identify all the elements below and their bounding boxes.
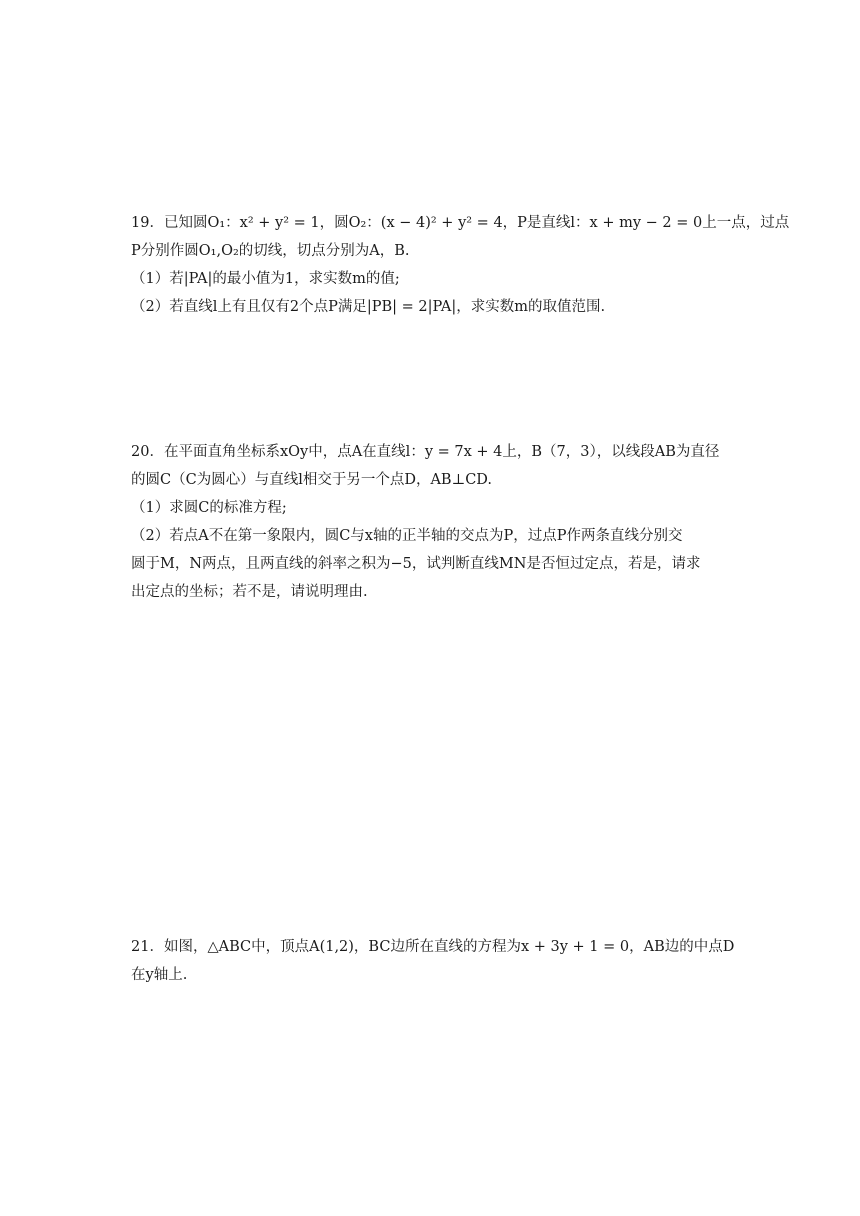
problem-line: 19．已知圆O₁：x² + y² = 1，圆O₂：(x − 4)² + y² = 4，P是直线l：x + my − 2 = 0上一点，过点 (131, 215, 790, 231)
problem-line: （1）求圆C的标准方程; (131, 500, 287, 516)
problem-19 (131, 209, 790, 321)
problem-line: 21．如图，△ABC中，顶点A(1,2)，BC边所在直线的方程为x + 3y + 1 = 0，AB边的中点D (131, 939, 735, 955)
problem-20 (131, 438, 731, 606)
problem-line: （2）若直线l上有且仅有2个点P满足|PB| = 2|PA|，求实数m的取值范围. (131, 299, 606, 315)
problem-line: 20．在平面直角坐标系xOy中，点A在直线l：y = 7x + 4上，B（7，3），以线段AB为直径 (131, 444, 720, 460)
problem-line: P分别作圆O₁,O₂的切线，切点分别为A，B. (131, 243, 410, 259)
problem-line: 的圆C（C为圆心）与直线l相交于另一个点D，AB⊥CD. (131, 472, 493, 488)
problem-line: 出定点的坐标；若不是，请说明理由. (131, 584, 368, 600)
problem-21 (131, 933, 735, 989)
problem-line: （1）若|PA|的最小值为1，求实数m的值; (131, 271, 400, 287)
problem-line: （2）若点A不在第一象限内，圆C与x轴的正半轴的交点为P，过点P作两条直线分别交 (131, 528, 683, 544)
problem-line: 圆于M，N两点，且两直线的斜率之积为−5，试判断直线MN是否恒过定点，若是，请求 (131, 556, 701, 572)
problem-line: 在y轴上. (131, 967, 188, 983)
